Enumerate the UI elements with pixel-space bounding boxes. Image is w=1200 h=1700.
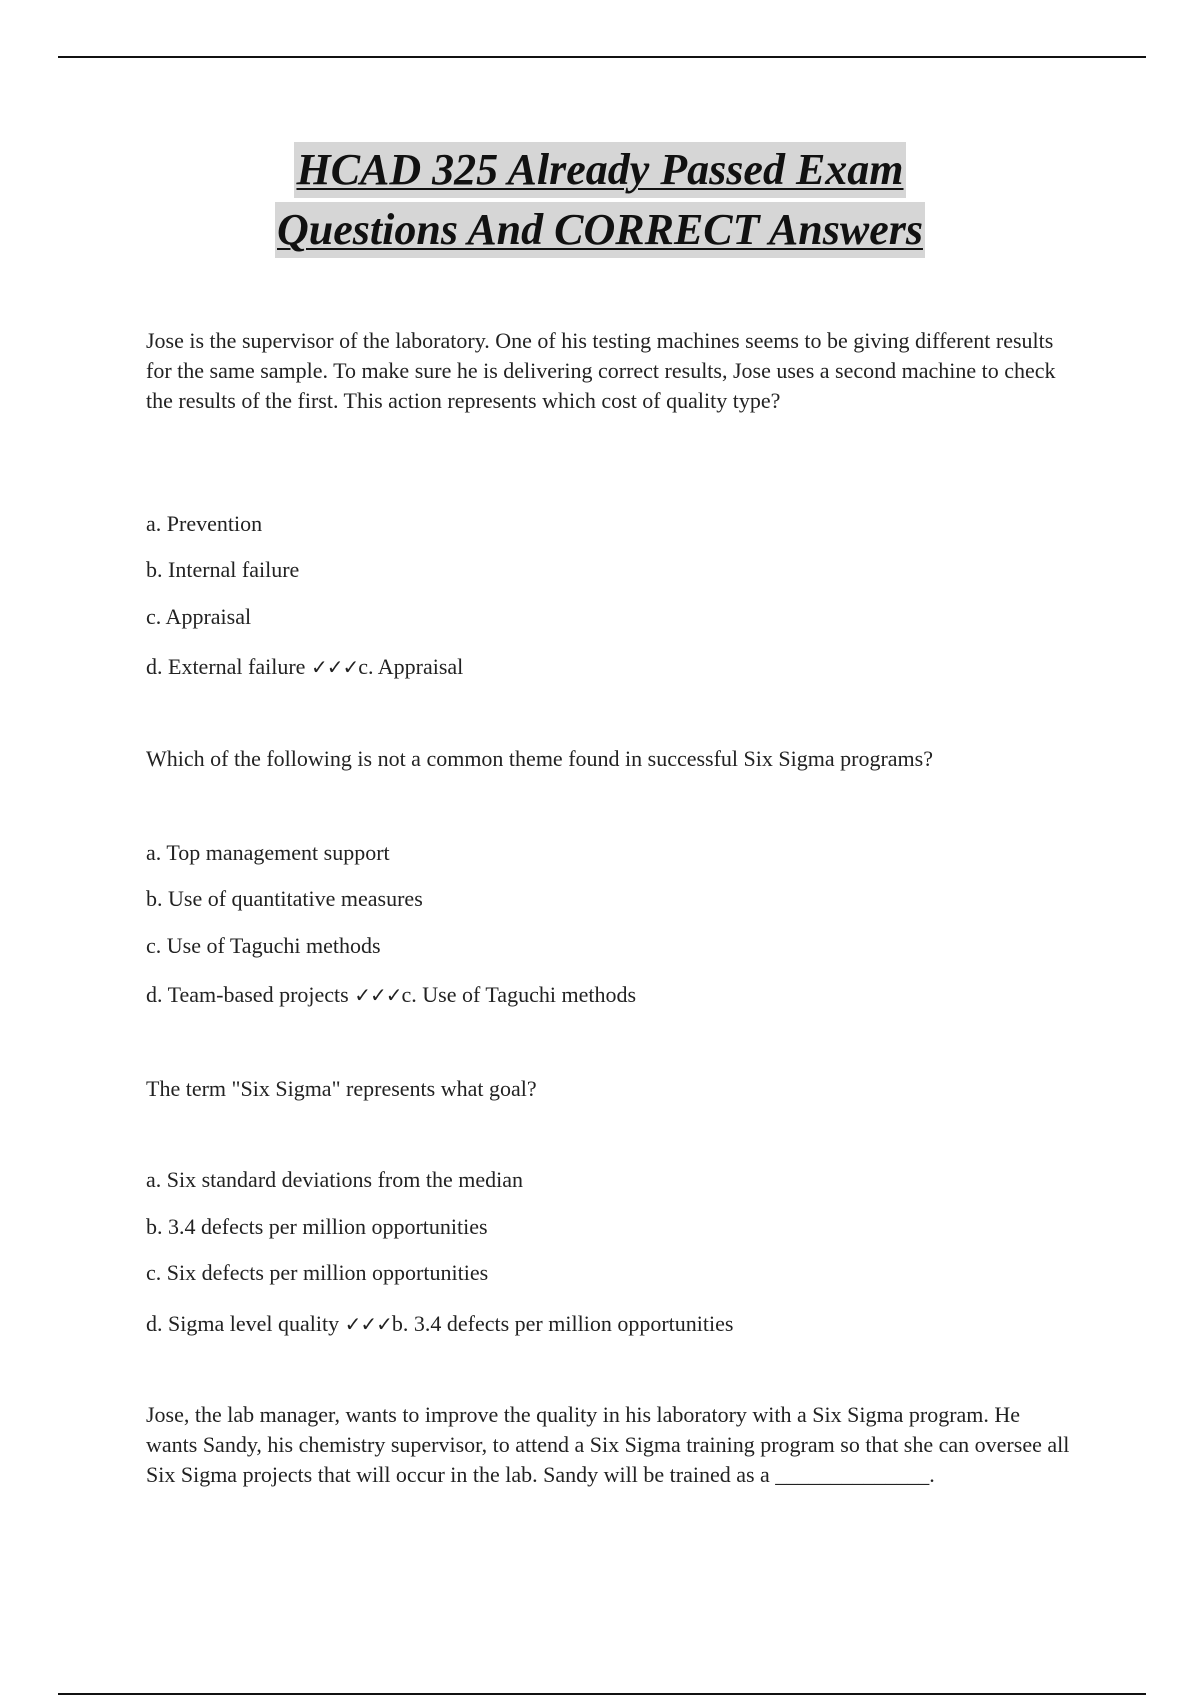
option-d-with-answer bbox=[146, 1309, 733, 1339]
option-c: c. Six defects per million opportunities bbox=[146, 1260, 489, 1285]
top-rule bbox=[58, 56, 1146, 58]
option-d-with-answer bbox=[146, 980, 636, 1010]
question-1 bbox=[146, 326, 1076, 416]
title-line-1: HCAD 325 Already Passed Exam bbox=[294, 142, 905, 198]
question-text: Jose, the lab manager, wants to improve the quality in his laboratory with a Six Sigma program. He wants Sandy, his chemistry supervisor, to attend a Six Sigma training program so that she can oversee all Six Sigma projects that will occur in the lab. Sandy will be trained as a ______________. bbox=[146, 1402, 1070, 1487]
option-a: a. Six standard deviations from the median bbox=[146, 1167, 523, 1192]
page-title bbox=[0, 142, 1200, 262]
question-4 bbox=[146, 1400, 1076, 1490]
option-d: d. Team-based projects bbox=[146, 982, 349, 1007]
check-mark-icon: ✓✓✓ bbox=[354, 983, 402, 1007]
correct-answer: b. 3.4 defects per million opportunities bbox=[391, 1311, 734, 1336]
option-c: c. Appraisal bbox=[146, 604, 252, 629]
correct-answer: c. Appraisal bbox=[358, 654, 464, 679]
check-mark-icon: ✓✓✓ bbox=[344, 1312, 392, 1336]
option-b: b. Use of quantitative measures bbox=[146, 886, 423, 911]
question-text: Jose is the supervisor of the laboratory. One of his testing machines seems to be giving different results for the same sample. To make sure he is delivering correct results, Jose uses a second machine to check the results of the first. This action represents which cost of quality type? bbox=[146, 328, 1056, 413]
question-text: The term "Six Sigma" represents what goal? bbox=[146, 1076, 537, 1101]
question-text: Which of the following is not a common theme found in successful Six Sigma programs? bbox=[146, 746, 933, 771]
option-b: b. 3.4 defects per million opportunities bbox=[146, 1214, 488, 1239]
option-a: a. Prevention bbox=[146, 511, 263, 536]
option-b: b. Internal failure bbox=[146, 557, 300, 582]
option-a: a. Top management support bbox=[146, 840, 390, 865]
option-d: d. External failure bbox=[146, 654, 306, 679]
option-d-with-answer bbox=[146, 652, 463, 682]
title-line-2: Questions And CORRECT Answers bbox=[275, 202, 925, 258]
question-3 bbox=[146, 1074, 1076, 1104]
question-2 bbox=[146, 744, 1076, 774]
check-mark-icon: ✓✓✓ bbox=[310, 655, 359, 679]
option-d: d. Sigma level quality bbox=[146, 1311, 340, 1336]
bottom-rule bbox=[58, 1693, 1146, 1695]
correct-answer: c. Use of Taguchi methods bbox=[401, 982, 637, 1007]
option-c: c. Use of Taguchi methods bbox=[146, 933, 381, 958]
